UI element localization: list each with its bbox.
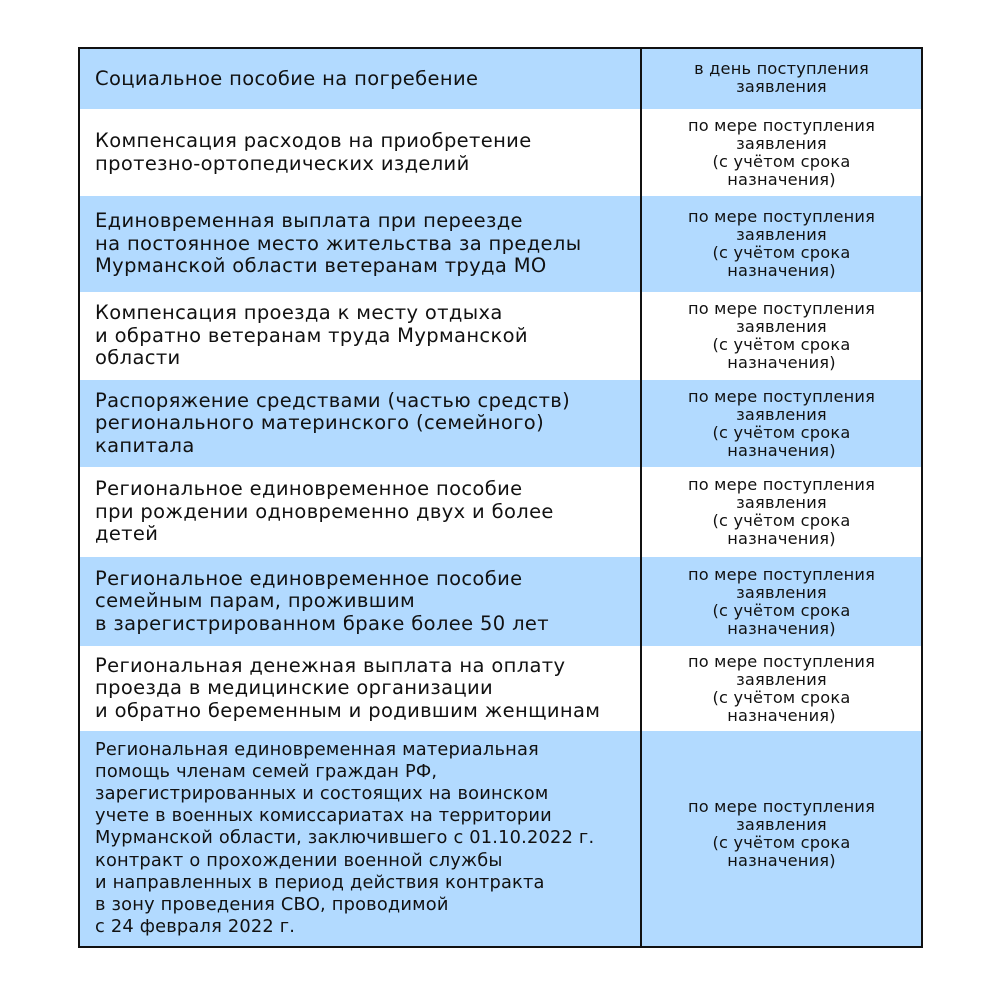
processing-term-line: заявления	[736, 669, 827, 689]
benefit-name-cell	[80, 380, 642, 467]
benefit-name-cell	[80, 109, 642, 196]
processing-term-cell	[642, 292, 921, 380]
benefit-name-line: Компенсация проезда к месту отдыха	[95, 301, 503, 325]
processing-term-cell	[642, 557, 921, 646]
benefit-name-line: капитала	[95, 433, 195, 457]
processing-term-line: (с учётом срока	[712, 687, 851, 707]
processing-term-line: по мере поступления	[687, 115, 876, 135]
benefit-name-cell	[80, 292, 642, 380]
processing-term-line: по мере поступления	[687, 386, 876, 406]
table-row	[80, 380, 921, 467]
benefit-name-line: Единовременная выплата при переезде	[95, 209, 523, 233]
processing-term-line: (с учётом срока	[712, 832, 851, 852]
table-row	[80, 196, 921, 292]
benefit-name-cell	[80, 196, 642, 292]
benefit-name-line: в зону проведения СВО, проводимой	[95, 894, 449, 915]
table-row	[80, 646, 921, 731]
benefit-name-line: контракт о прохождении военной службы	[95, 849, 503, 871]
table-row	[80, 731, 921, 946]
benefits-table	[78, 47, 923, 948]
processing-term-line: назначения)	[727, 618, 836, 638]
processing-term-line: назначения)	[727, 705, 836, 725]
benefit-name-line: Региональная единовременная материальная	[95, 738, 539, 760]
benefit-name-line: при рождении одновременно двух и более	[95, 499, 554, 523]
processing-term-line: заявления	[736, 317, 827, 336]
processing-term-line: по мере поступления	[687, 651, 876, 671]
benefit-name-line: и обратно ветеранам труда Мурманской	[95, 323, 528, 347]
table-row	[80, 557, 921, 646]
benefit-name-line: Распоряжение средствами (частью средств)	[95, 388, 571, 412]
processing-term-cell	[642, 467, 921, 557]
table-row	[80, 467, 921, 557]
benefit-name-line: Региональное единовременное пособие	[95, 566, 523, 590]
benefit-name-line: с 24 февраля 2022 г.	[95, 916, 296, 938]
benefit-name-cell	[80, 49, 642, 109]
benefit-name-cell	[80, 731, 642, 946]
processing-term-line: (с учётом срока	[712, 511, 851, 530]
processing-term-line: заявления	[736, 493, 827, 512]
benefit-name-line: и обратно беременным и родившим женщинам	[95, 698, 601, 722]
processing-term-line: назначения)	[727, 353, 836, 372]
processing-term-line: в день поступления	[694, 59, 869, 78]
processing-term-line: заявления	[736, 77, 827, 96]
table-row	[80, 109, 921, 196]
benefit-name-line: Региональное единовременное пособие	[95, 477, 523, 501]
processing-term-line: (с учётом срока	[712, 600, 851, 620]
benefit-name-line: Социальное пособие на погребение	[95, 66, 479, 90]
processing-term-line: по мере поступления	[687, 564, 876, 584]
processing-term-cell	[642, 731, 921, 946]
benefit-name-cell	[80, 557, 642, 646]
processing-term-cell	[642, 646, 921, 731]
benefit-name-line: и направленных в период действия контракта	[95, 871, 545, 893]
processing-term-line: по мере поступления	[687, 207, 876, 226]
processing-term-line: (с учётом срока	[712, 151, 851, 171]
table-row	[80, 49, 921, 109]
benefit-name-line: Мурманской области ветеранам труда МО	[95, 254, 547, 278]
processing-term-line: назначения)	[727, 529, 836, 548]
benefit-name-cell	[80, 467, 642, 557]
processing-term-line: назначения)	[727, 440, 836, 460]
benefit-name-line: учете в военных комиссариатах на территории	[95, 805, 552, 827]
processing-term-cell	[642, 196, 921, 292]
processing-term-cell	[642, 49, 921, 109]
benefit-name-line: проезда в медицинские организации	[95, 676, 494, 700]
benefit-name-line: Компенсация расходов на приобретение	[95, 129, 532, 152]
benefit-name-line: детей	[95, 522, 159, 546]
benefit-name-line: регионального материнского (семейного)	[95, 411, 545, 435]
benefit-name-line: зарегистрированных и состоящих на воинском	[95, 782, 549, 804]
processing-term-line: по мере поступления	[687, 475, 876, 494]
processing-term-line: заявления	[736, 225, 827, 244]
processing-term-line: заявления	[736, 404, 827, 424]
processing-term-line: (с учётом срока	[712, 422, 851, 442]
processing-term-line: заявления	[736, 814, 827, 834]
processing-term-line: (с учётом срока	[712, 335, 851, 354]
processing-term-line: назначения)	[727, 169, 836, 189]
processing-term-line: (с учётом срока	[712, 243, 851, 262]
processing-term-cell	[642, 109, 921, 196]
benefit-name-cell	[80, 646, 642, 731]
benefit-name-line: в зарегистрированном браке более 50 лет	[95, 611, 549, 635]
processing-term-line: по мере поступления	[687, 796, 876, 816]
benefit-name-line: семейным парам, прожившим	[95, 589, 416, 613]
benefit-name-line: Мурманской области, заключившего с 01.10.2022 г.	[95, 827, 595, 849]
processing-term-line: по мере поступления	[687, 299, 876, 318]
processing-term-line: назначения)	[727, 850, 836, 870]
benefit-name-line: на постоянное место жительства за пределы	[95, 231, 582, 255]
benefit-name-line: Региональная денежная выплата на оплату	[95, 653, 566, 677]
benefit-name-line: области	[95, 346, 181, 370]
benefit-name-line: помощь членам семей граждан РФ,	[95, 760, 438, 782]
processing-term-line: назначения)	[727, 261, 836, 280]
processing-term-line: заявления	[736, 582, 827, 602]
table-row	[80, 292, 921, 380]
benefit-name-line: протезно-ортопедических изделий	[95, 151, 470, 175]
processing-term-line: заявления	[736, 133, 827, 153]
processing-term-cell	[642, 380, 921, 467]
